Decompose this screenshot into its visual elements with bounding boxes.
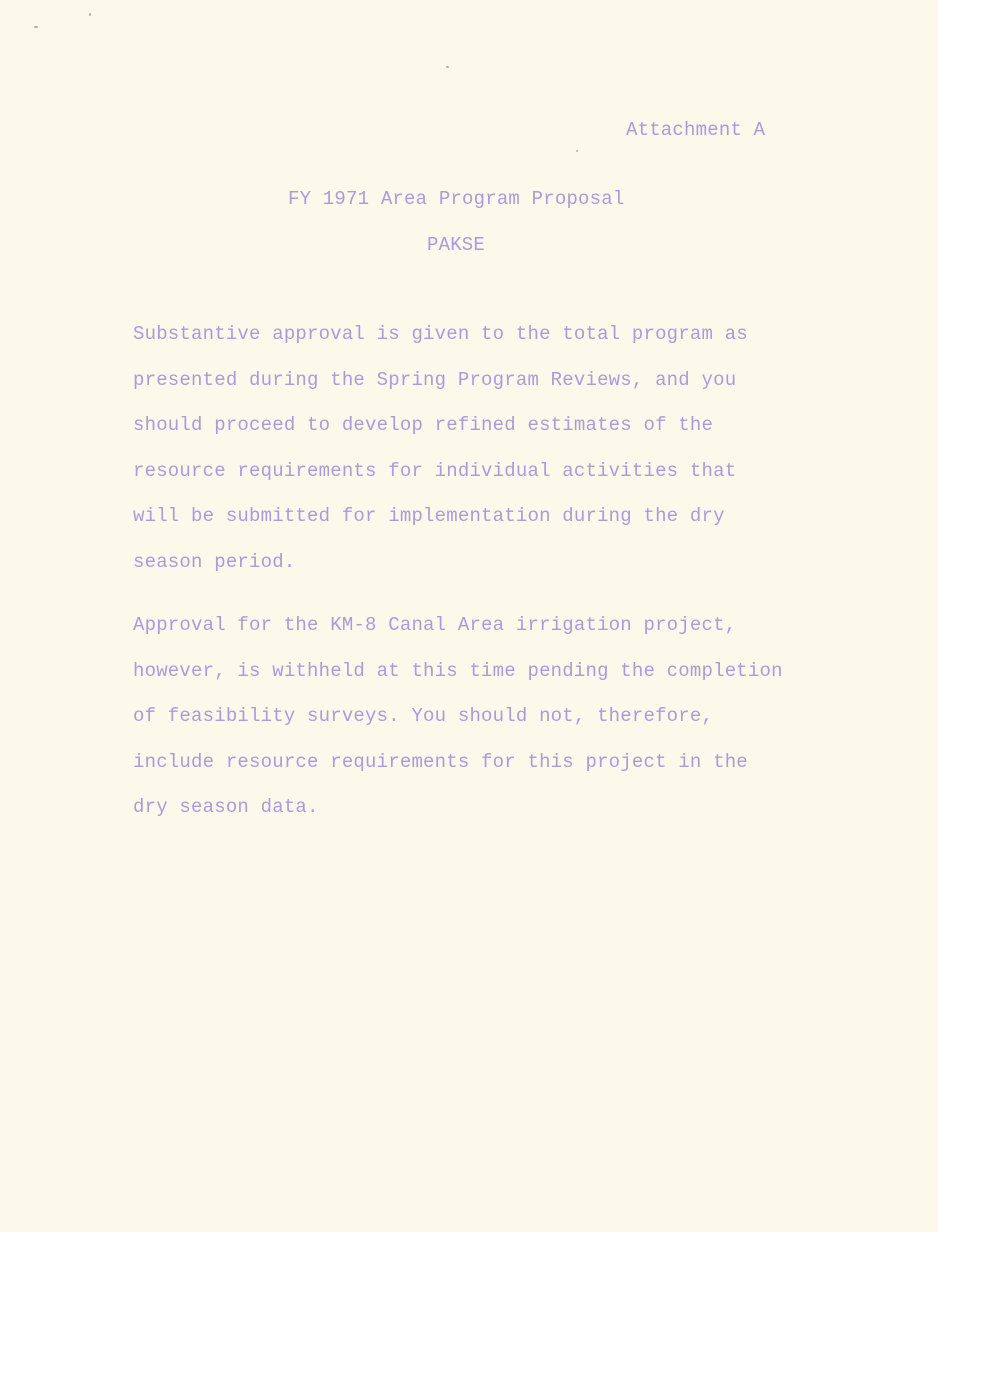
paper-speck <box>89 13 91 16</box>
paragraph-line: Approval for the KM-8 Canal Area irrigation project, <box>133 614 737 636</box>
paper-speck <box>576 150 578 152</box>
document-subtitle: PAKSE <box>427 234 486 256</box>
paragraph-line: include resource requirements for this project in the <box>133 750 748 773</box>
paragraph-line: Substantive approval is given to the total program as <box>133 323 748 345</box>
paragraph-line: presented during the Spring Program Reviews, and you <box>133 368 737 391</box>
paragraph-approval <box>133 322 748 595</box>
document-title: FY 1971 Area Program Proposal <box>288 188 625 210</box>
paper-speck <box>34 26 38 28</box>
paragraph-line: season period. <box>133 550 296 573</box>
paragraph-line: however, is withheld at this time pending the completion <box>133 659 783 682</box>
paragraph-line: will be submitted for implementation during the dry <box>133 505 725 527</box>
attachment-label: Attachment A <box>626 119 766 141</box>
paragraph-line: dry season data. <box>133 796 319 818</box>
paragraph-line: resource requirements for individual activities that <box>133 459 737 482</box>
paper-speck <box>446 66 449 68</box>
paragraph-withheld <box>133 613 783 841</box>
paragraph-line: of feasibility surveys. You should not, therefore, <box>133 705 714 727</box>
paragraph-line: should proceed to develop refined estimates of the <box>133 414 714 436</box>
